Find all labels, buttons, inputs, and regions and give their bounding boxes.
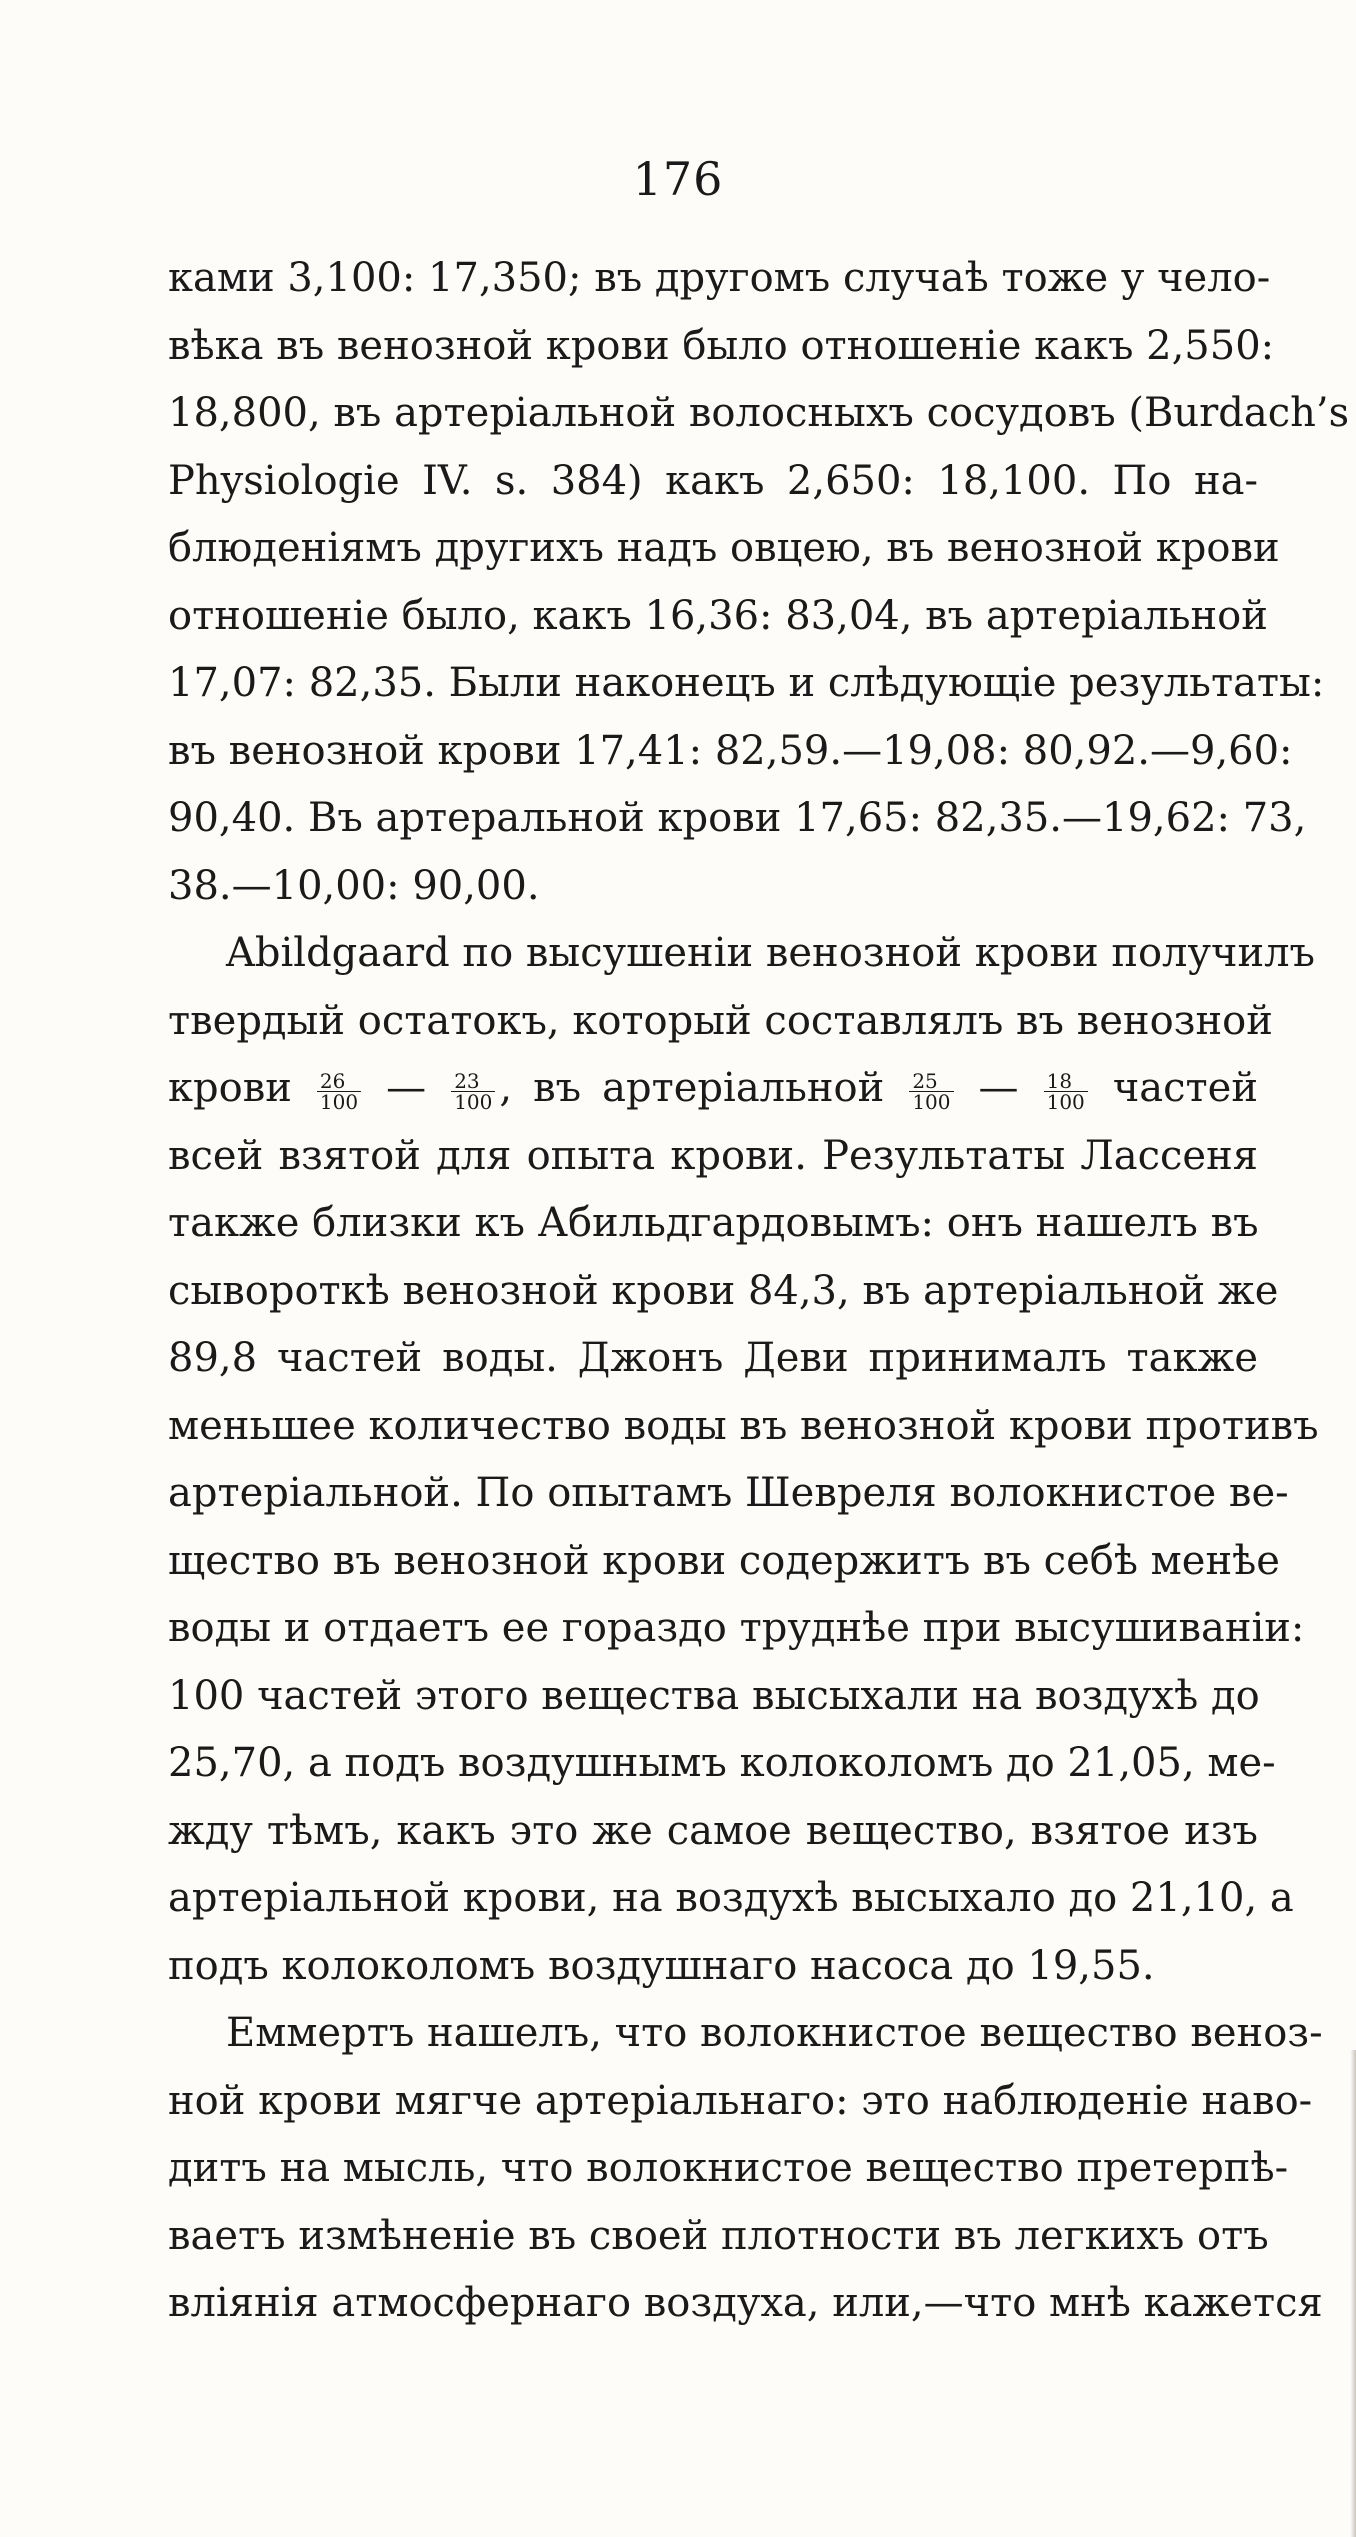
fraction-denominator: 100 [912, 1089, 951, 1114]
page-edge-shadow [1350, 2050, 1356, 2537]
fraction-numerator: 25 [909, 1071, 953, 1092]
text-line: ной крови мягче артеріальнаго: это наблюденіе наво- [168, 2077, 1313, 2124]
text-line: подъ колоколомъ воздушнаго насоса до 19,55. [168, 1942, 1155, 1989]
fraction [1044, 1068, 1088, 1114]
text-line: Physiologie IV. s. 384) какъ 2,650: 18,100. По на- [168, 457, 1258, 504]
text-line: въ венозной крови 17,41: 82,59.—19,08: 80,92.—9,60: [168, 727, 1293, 774]
text-line: 17,07: 82,35. Были наконецъ и слѣдующіе результаты: [168, 660, 1325, 706]
text-line: также близки къ Абильдгардовымъ: онъ нашелъ въ [168, 1200, 1259, 1246]
fraction [909, 1068, 953, 1114]
text-line: ваетъ измѣненіе въ своей плотности въ легкихъ отъ [168, 2212, 1269, 2259]
text-line: всей взятой для опыта крови. Результаты Лассеня [168, 1132, 1258, 1179]
body-text [168, 245, 1350, 2338]
dash: — [386, 1065, 427, 1111]
fraction [317, 1068, 361, 1114]
fraction-line-middle: , въ артеріальной [499, 1065, 885, 1111]
text-line: вліянія атмосфернаго воздуха, или,—что мнѣ кажется [168, 2280, 1323, 2326]
fraction-numerator: 26 [317, 1071, 361, 1092]
text-line: меньшее количество воды въ венозной крови противъ [168, 1402, 1319, 1449]
text-line: жду тѣмъ, какъ это же самое вещество, взятое изъ [168, 1807, 1258, 1854]
fraction-denominator: 100 [319, 1089, 359, 1114]
fraction-numerator: 18 [1044, 1071, 1088, 1092]
text-line: твердый остатокъ, который составлялъ въ венозной [168, 997, 1273, 1044]
text-line: 25,70, а подъ воздушнымъ колоколомъ до 21,05, ме- [168, 1740, 1276, 1786]
text-line: 90,40. Въ артеральной крови 17,65: 82,35.—19,62: 73, [168, 795, 1307, 841]
text-line: 18,800, въ артеріальной волосныхъ сосудовъ (Burdach’s [168, 390, 1350, 436]
text-line: артеріальной. По опытамъ Шевреля волокнистое ве- [168, 1470, 1289, 1516]
text-line: 38.—10,00: 90,00. [168, 862, 540, 909]
text-line: щество въ венозной крови содержитъ въ себѣ менѣе [168, 1537, 1280, 1584]
text-line: вѣка въ венозной крови было отношеніе какъ 2,550: [168, 322, 1275, 369]
fraction-line-suffix: частей [1112, 1065, 1258, 1111]
fraction-denominator: 100 [1046, 1089, 1085, 1114]
text-line: артеріальной крови, на воздухѣ высыхало до 21,10, а [168, 1875, 1294, 1921]
dash: — [978, 1065, 1019, 1111]
text-line: отношеніе было, какъ 16,36: 83,04, въ артеріальной [168, 592, 1268, 639]
fraction-numerator: 23 [451, 1071, 495, 1092]
text-line: ками 3,100: 17,350; въ другомъ случаѣ тоже у чело- [168, 255, 1271, 301]
text-line: воды и отдаетъ ее гораздо труднѣе при высушиваніи: [168, 1605, 1305, 1651]
text-line: дитъ на мысль, что волокнистое вещество претерпѣ- [168, 2145, 1289, 2191]
text-line: блюденіямъ другихъ надъ овцею, въ венозной крови [168, 525, 1280, 571]
fraction-line [168, 1055, 1258, 1123]
fraction [451, 1068, 495, 1114]
text-line: Abildgaard по высушеніи венозной крови получилъ [226, 930, 1315, 976]
fraction-line-prefix: крови [168, 1065, 292, 1111]
fraction-denominator: 100 [454, 1089, 493, 1114]
text-line: 89,8 частей воды. Джонъ Деви принималъ также [168, 1335, 1258, 1381]
text-line: Еммертъ нашелъ, что волокнистое вещество веноз- [226, 2010, 1323, 2056]
text-line: сывороткѣ венозной крови 84,3, въ артеріальной же [168, 1267, 1279, 1314]
page-number: 176 [632, 152, 724, 206]
text-line: 100 частей этого вещества высыхали на воздухѣ до [168, 1672, 1260, 1719]
